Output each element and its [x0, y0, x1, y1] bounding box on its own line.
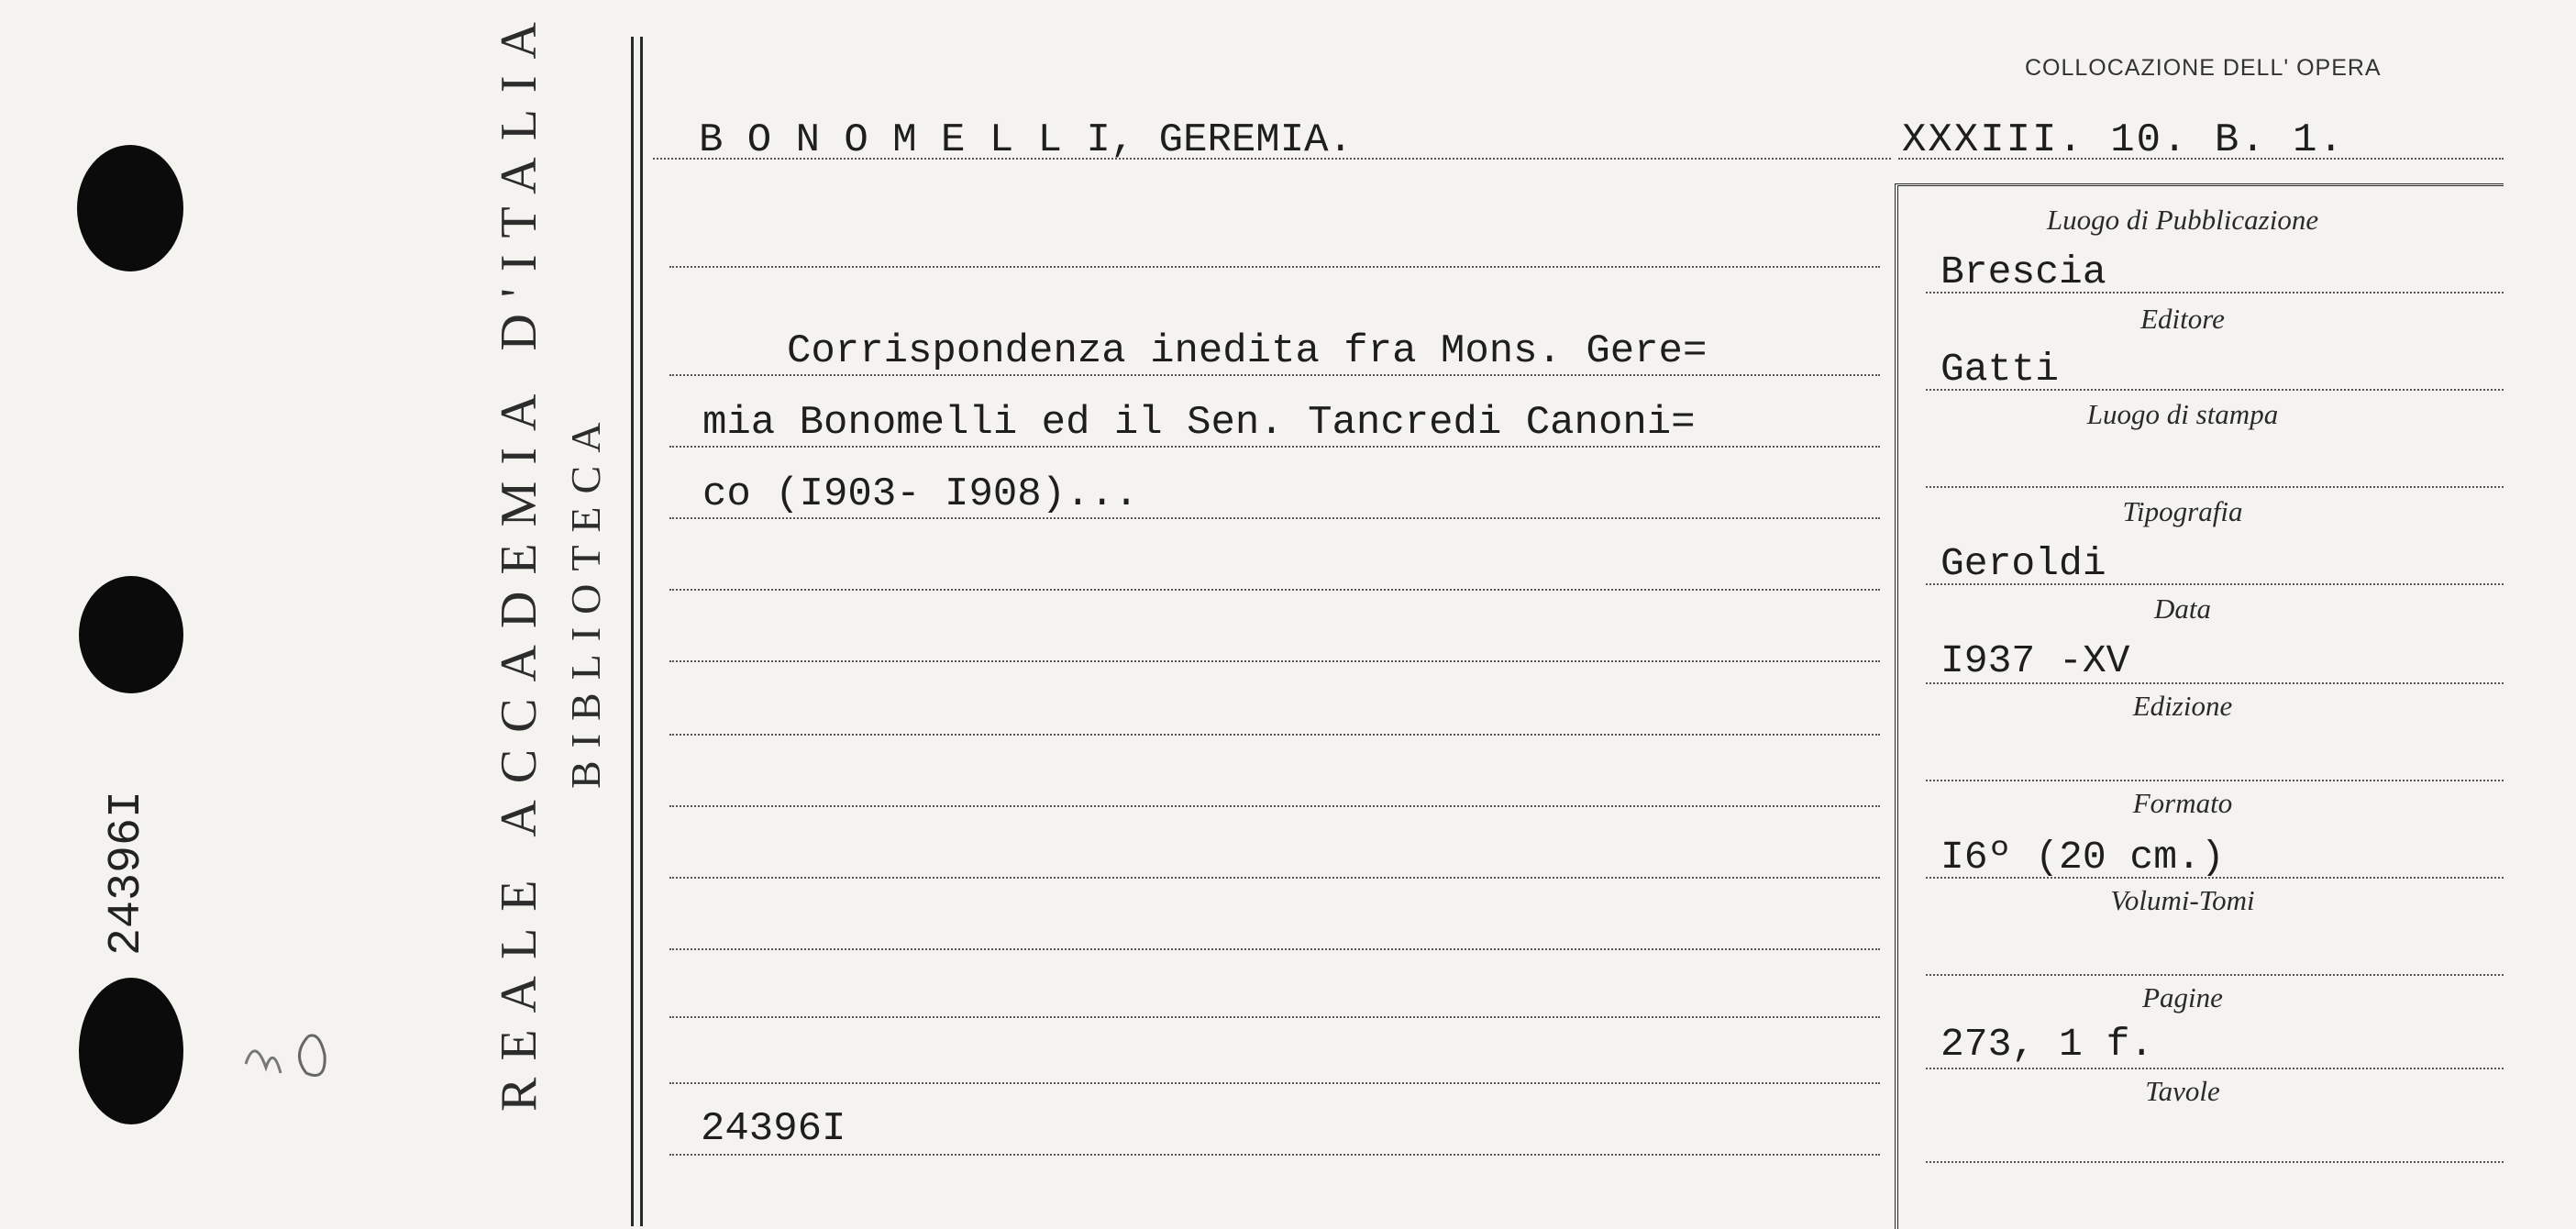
ruled-line: [669, 805, 1880, 807]
ruled-line: [1926, 486, 2504, 488]
ruled-line: [1926, 292, 2504, 293]
ruled-line: [1926, 1068, 2504, 1069]
ruled-line: [1926, 389, 2504, 391]
shelfmark: XXXIII. 10. B. 1.: [1902, 117, 2345, 163]
ruled-line: [1898, 158, 2504, 160]
ruled-line: [669, 374, 1880, 376]
ruled-line: [669, 734, 1880, 736]
vertical-rule: [631, 37, 634, 1226]
field-label-tipografia: Tipografia: [2122, 495, 2243, 527]
handwritten-mark: [237, 991, 347, 1091]
side-inventory-number: 24396I: [101, 790, 153, 956]
field-label-volumi-tomi: Volumi-Tomi: [2110, 884, 2255, 916]
ruled-line: [669, 948, 1880, 950]
punch-hole: [77, 145, 183, 271]
ruled-line: [669, 877, 1880, 879]
ruled-line: [669, 589, 1880, 591]
field-value-formato: I6º (20 cm.): [1940, 835, 2225, 880]
ruled-line: [669, 1154, 1880, 1156]
title-line: mia Bonomelli ed il Sen. Tancredi Canoni=: [702, 400, 1696, 446]
field-label-data: Data: [2154, 592, 2211, 625]
vertical-rule: [640, 37, 643, 1226]
ruled-line: [1926, 583, 2504, 585]
field-value-data: I937 -XV: [1940, 638, 2130, 683]
ruled-line: [1926, 1161, 2504, 1163]
ruled-line: [1926, 780, 2504, 781]
institution-name: REALE ACCADEMIA D'ITALIA: [491, 6, 547, 1112]
field-label-luogo-stampa: Luogo di stampa: [2086, 398, 2279, 430]
ruled-line: [1926, 877, 2504, 879]
ruled-line: [669, 266, 1880, 268]
library-name: BIBLIOTECA: [562, 409, 609, 789]
title-line: co (I903- I908)...: [702, 471, 1139, 517]
ruled-line: [1926, 974, 2504, 976]
field-value-pagine: 273, 1 f.: [1940, 1022, 2154, 1067]
field-value-editore: Gatti: [1940, 347, 2060, 392]
ruled-line: [669, 446, 1880, 448]
ruled-line: [669, 660, 1880, 662]
ruled-line: [1926, 682, 2504, 684]
ruled-line: [669, 1082, 1880, 1084]
field-value-luogo-pubblicazione: Brescia: [1940, 249, 2106, 294]
collocazione-label: COLLOCAZIONE DELL' OPERA: [2025, 55, 2382, 81]
field-label-pagine: Pagine: [2142, 981, 2223, 1013]
field-label-formato: Formato: [2132, 787, 2233, 819]
field-label-editore: Editore: [2140, 303, 2225, 335]
ruled-line: [653, 158, 1891, 160]
field-value-tipografia: Geroldi: [1940, 541, 2106, 586]
title-line: Corrispondenza inedita fra Mons. Gere=: [787, 328, 1708, 374]
punch-hole: [79, 576, 183, 693]
punch-hole: [79, 978, 183, 1124]
field-label-luogo-pubblicazione: Luogo di Pubblicazione: [2046, 204, 2319, 236]
ruled-line: [669, 517, 1880, 519]
ruled-line: [669, 1016, 1880, 1018]
field-label-tavole: Tavole: [2145, 1075, 2220, 1107]
author-heading: B O N O M E L L I, GEREMIA.: [699, 117, 1353, 163]
field-label-edizione: Edizione: [2132, 690, 2233, 722]
inventory-number: 24396I: [701, 1106, 846, 1152]
